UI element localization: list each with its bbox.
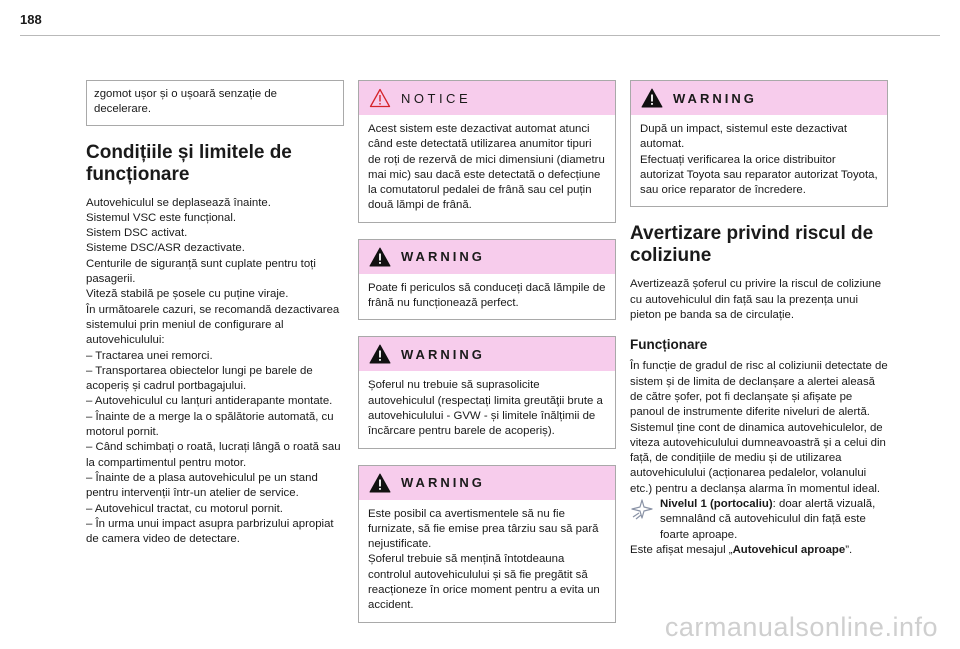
conditions-list [86, 196, 344, 548]
line: Centurile de siguranță sunt cuplate pentru toți pasagerii. [86, 257, 316, 286]
level-1-text [660, 497, 888, 543]
list-item: – Autovehicul tractat, cu motorul pornit. [86, 502, 283, 515]
warning-title: WARNING [401, 249, 485, 265]
notice-title: NOTICE [401, 90, 472, 106]
section-heading-collision: Avertizare privind riscul de coliziune [630, 223, 874, 267]
page-number: 188 [20, 12, 42, 27]
warning-body [359, 274, 615, 320]
list-item: – Când schimbați o roată, lucrați lângă o roată sau la compartimentul pentru motor. [86, 441, 341, 469]
warning-box-impact [630, 80, 888, 207]
warning-body [631, 115, 887, 206]
collision-alert-icon [630, 498, 654, 520]
subheading-operation: Funcționare [630, 337, 708, 353]
notice-body [359, 115, 615, 222]
warning-box-alerts [358, 465, 616, 623]
warning-header [359, 466, 615, 500]
warning-title: WARNING [401, 346, 485, 362]
notice-text: Acest sistem este dezactivat automat atunci când este detectată utilizarea anumitor tipuri de roți de rezervă de mici dimensiuni (diametru mai mic) sau dacă este detectată o defecțiune la comutatorul pedalei de frână sau cel puțin două lămpi de frână. [368, 123, 605, 212]
warning-text: Poate fi periculos să conduceți dacă lămpile de frână nu funcționează perfect. [368, 281, 606, 310]
line: Sisteme DSC/ASR dezactivate. [86, 242, 245, 255]
line: În următoarele cazuri, se recomandă dezactivarea sistemului prin meniul de configurare al autovehiculului: [86, 303, 340, 347]
line: Sistem DSC activat. [86, 227, 188, 240]
message-suffix: ”. [845, 543, 853, 556]
warning-triangle-icon [369, 344, 391, 364]
operation-paragraph: Sistemul ține cont de dinamica autovehiculelor, de viteza autovehiculului dumneavoastră și a celui din față, de condițiile de mediu și de utilizarea autovehiculului (acționarea pedalelor, volanului etc.) pentru a declanșa alarma în momentul ideal. [630, 421, 886, 495]
warning-triangle-icon [369, 473, 391, 493]
warning-title: WARNING [401, 475, 485, 491]
warning-text: Efectuați verificarea la orice distribuitor autorizat Toyota sau reparator autorizat Toyota, sau orice reparator de încredere. [640, 153, 878, 197]
warning-text: După un impact, sistemul este dezactivat automat. [640, 123, 848, 151]
warning-text: Este posibil ca avertismentele să nu fie furnizate, să fie emise prea târziu sau să pară nejustificate. [368, 507, 599, 551]
level-1-label: Nivelul 1 (portocaliu) [660, 498, 773, 511]
line: Autovehiculul se deplasează înainte. [86, 196, 271, 209]
warning-header [359, 240, 615, 274]
list-item: – Tractarea unei remorci. [86, 349, 213, 362]
column-2 [358, 80, 616, 639]
continuation-text: zgomot ușor și o ușoară senzație de decelerare. [94, 88, 277, 116]
list-item: – Autovehiculul cu lanțuri antiderapante montate. [86, 395, 333, 408]
top-divider [20, 35, 940, 36]
warning-body [359, 500, 615, 622]
column-1 [86, 80, 344, 547]
line: Viteză stabilă pe șosele cu puține viraje. [86, 288, 289, 301]
continuation-box [86, 80, 344, 126]
collision-intro: Avertizează șoferul cu privire la riscul de coliziune cu autovehiculul din față sau la prezența unui pieton pe banda sa de circulație. [630, 278, 882, 322]
list-item: – Transportarea obiectelor lungi pe barele de acoperiș și cadrul portbagajului. [86, 364, 313, 393]
warning-triangle-icon [369, 247, 391, 267]
warning-text: Șoferul nu trebuie să suprasolicite autovehiculul (respectați limita greutăţii brute a autovehiculului - GVW - și limitele înălțimii de încărcare pentru barele de acoperiș). [368, 379, 603, 438]
section-heading-conditions: Condițiile și limitele de funcționare [86, 141, 292, 185]
notice-triangle-icon [369, 88, 391, 108]
level-1-description: : doar alertă vizuală, semnalând că autovehiculul din față este foarte aproape. [660, 498, 876, 541]
message-name: Autovehicul aproape [732, 543, 846, 556]
line: Sistemul VSC este funcțional. [86, 211, 237, 224]
level-1-item [630, 497, 888, 543]
column-3 [630, 80, 888, 558]
warning-header [359, 337, 615, 371]
displayed-message [630, 543, 888, 558]
warning-title: WARNING [673, 90, 757, 106]
warning-header [631, 81, 887, 115]
warning-text: Șoferul trebuie să mențină întotdeauna controlul autovehiculului și să fie pregătit să reacționeze în orice moment pentru a evita un accident. [368, 553, 600, 612]
warning-box-overload [358, 336, 616, 448]
warning-box-brake-lamps [358, 239, 616, 321]
list-item: – Înainte de a merge la o spălătorie automată, cu motorul pornit. [86, 410, 334, 439]
warning-body [359, 371, 615, 447]
list-item: – În urma unui impact asupra parbrizului apropiat de camera video de detectare. [86, 517, 334, 546]
warning-triangle-icon [641, 88, 663, 108]
list-item: – Înainte de a plasa autovehiculul pe un stand pentru intervenții într-un atelier de service. [86, 471, 318, 500]
notice-box [358, 80, 616, 223]
operation-paragraph: În funcție de gradul de risc al coliziunii detectate de sistem și de limita de declanșare a alertei aleasă de către șofer, pot fi declanșate și afișate pe panoul de instrumente diferite niveluri de alertă. [630, 360, 888, 419]
message-prefix: Este afișat mesajul „ [630, 543, 733, 556]
watermark: carmanualsonline.info [664, 612, 938, 642]
notice-header [359, 81, 615, 115]
